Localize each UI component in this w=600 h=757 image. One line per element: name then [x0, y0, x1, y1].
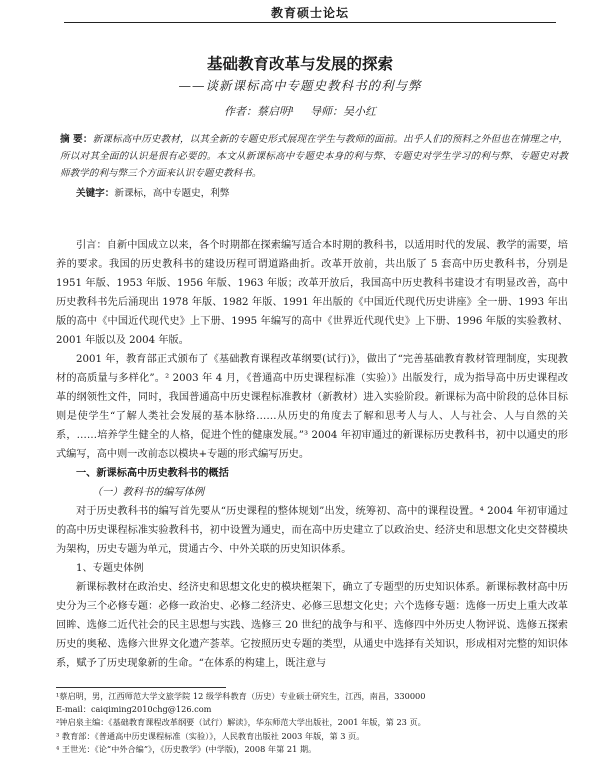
body-text [56, 236, 568, 673]
keywords-label: 关键字： [76, 188, 115, 199]
footnote-3: ³ 教育部：《普通高中历史课程标准（实验）》，人民教育出版社 2003 年版，第 3 页。 [56, 730, 365, 741]
paper-subtitle: ——谈新课标高中专题史教科书的利与弊 [178, 78, 422, 93]
footnote-2: ²钟启泉主编：《基础教育课程改革纲要（试行）解读》，华东师范大学出版社，2001 年版，第 23 页。 [56, 717, 426, 728]
advisor: 导师：吴小红 [309, 105, 376, 118]
header-rule [64, 22, 556, 23]
abstract-label: 摘 要： [60, 134, 93, 145]
abstract [60, 131, 568, 182]
subsection-heading-1-1: 1、专题史体例 [76, 563, 144, 574]
footnote-rule [56, 687, 226, 688]
section-heading-1: 一、新课标高中历史教科书的概括 [76, 467, 229, 479]
paragraph-intro: 引言：自新中国成立以来，各个时期都在探索编写适合本时期的教科书，以适用时代的发展、教学的需要，培养的要求。我国的历史教科书的建设历程可谓道路曲折。改革开放前，共出版了 5 套高中历史教科书，分别是 1951 年版、1953 年版、1956 年版、1963 年版；改革开放后，我国高中历史教科书建设才有明显改善，高中历史教科书先后涌现出 1978 年版、1982 年版、1991 年出版的《中国近代现代历史讲座》全一册、1993 年出版的高中《中国近代现代史》上下册、1995 年编写的高中《世界近代现代史》上下册、1996 年版的实验教材、2001 年版以及 2004 年版。 [56, 240, 568, 346]
keywords [76, 185, 568, 202]
footnotes [56, 690, 568, 756]
footnote-1-email: E-mail：caiqiming2010chg@126.com [56, 704, 212, 715]
abstract-text: 新课标高中历史教材，以其全新的专题史形式展现在学生与教师的面前。出乎人们的预料之外但也在情理之中，所以对其全面的认识是很有必要的。本文从新课标高中专题史本身的利与弊、专题史对学生学习的利与弊、专题史对教师教学的利与弊三个方面来认识专题史教科书。 [60, 134, 569, 179]
paragraph-layout: 对于历史教科书的编写首先要从“历史课程的整体规划”出发，统筹初、高中的课程设置。⁴ 2004 年初审通过的高中历史课程标准实验教科书，初中设置为通史，而在高中历史建立了以政治史、经济史和思想文化史交替模块为架构，历史专题为单元，贯通古今、中外关联的历史知识体系。 [56, 506, 568, 555]
author-line [0, 103, 600, 119]
footnote-1: ¹蔡启明，男，江西师范大学文旅学院 12 级学科教育（历史）专业硕士研究生，江西，南昌，330000 [56, 691, 426, 701]
journal-header: 教育硕士论坛 [270, 6, 349, 20]
keywords-text: 新课标，高中专题史，利弊 [114, 188, 230, 199]
footnote-4: ⁴ 王世光：《论“中外合编”》，《历史教学》(中学版)，2008 年第 21 期。 [56, 743, 317, 754]
paragraph-2001: 2001 年，教育部正式颁布了《基础教育课程改革纲要(试行)》，做出了“完善基础教育教材管理制度，实现教材的高质量与多样化”。² 2003 年 4 月，《普通高中历史课程标准（实验）》出版发行，成为指导高中历史课程改革的纲领性文件，同时，我国普通高中历史课程标准教材（新教材）进入实验阶段。新课标为高中阶段的总体目标则是使学生“了解人类社会发展的基本脉络……从历史的角度去了解和思考人与人、人与社会、人与自然的关系，……培养学生健全的人格，促进个性的健康发展。”³ 2004 年初审通过的新课标历史教科书，初中以通史的形式编写，高中则一改前态以模块+专题的形式编写历史。 [56, 354, 568, 460]
subsection-heading-1: （一）教科书的编写体例 [92, 487, 205, 498]
paper-title: 基础教育改革与发展的探索 [206, 55, 393, 73]
paragraph-thematic: 新课标教材在政治史、经济史和思想文化史的模块框架下，确立了专题型的历史知识体系。新课标教材高中历史分为三个必修专题：必修一政治史、必修二经济史、必修三思想文化史；六个选修专题：选修一历史上重大改革回眸、选修二近代社会的民主思想与实践、选修三 20 世纪的战争与和平、选修四中外历史人物评说、选修五探索历史的奥秘、选修六世界文化遗产荟萃。它按照历史专题的类型，从通史中选择有关知识，形成相对完整的知识体系，赋予了历史现象新的生命。“在体系的构建上，既注意与 [56, 582, 568, 669]
author: 作者：蔡启明¹ [224, 105, 295, 118]
